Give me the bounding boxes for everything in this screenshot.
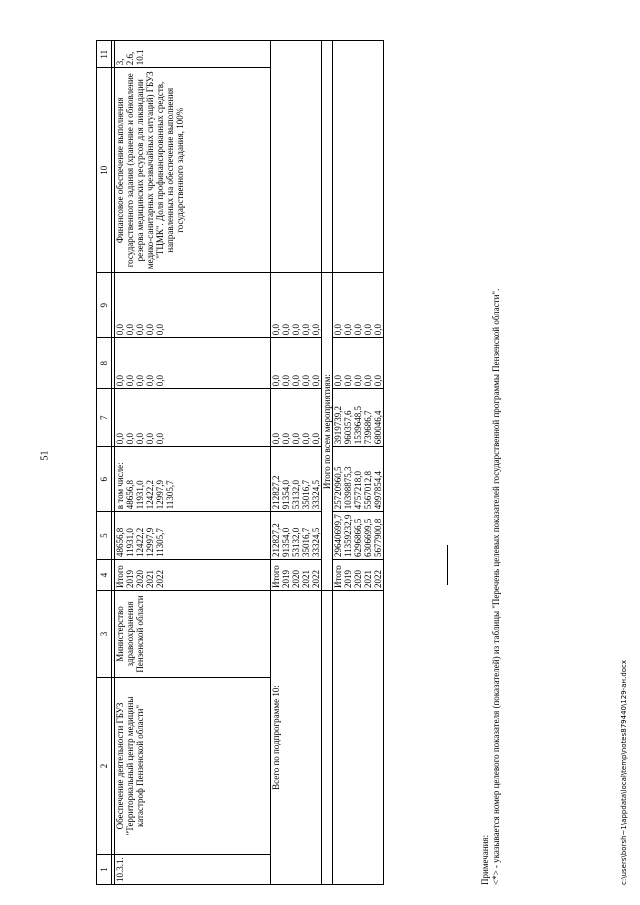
year-cell: 2020	[353, 570, 363, 588]
col-number: 6	[97, 447, 112, 512]
value-cell: 0,0	[135, 375, 145, 387]
value-cell: 212827,2	[271, 523, 281, 557]
value-cell: 6306699,5	[363, 518, 373, 557]
year-cell: 2020	[291, 570, 301, 588]
value-cell: 0,0	[145, 324, 155, 336]
year-cell: 2019	[125, 570, 135, 588]
value-cell: 0,0	[353, 324, 363, 336]
grand-total-label: Итого по всем мероприятиям:	[322, 273, 333, 591]
value-cell: 0,0	[301, 375, 311, 387]
incl-label: в том числе:	[115, 462, 125, 510]
value-cell: 960357,6	[343, 410, 353, 445]
notes-title: Примечания:	[480, 834, 490, 885]
value-cell: 0,0	[271, 324, 281, 336]
value-cell: 0,0	[271, 433, 281, 445]
local-budget-column	[271, 338, 322, 389]
value-cell: 212827,2	[271, 475, 281, 510]
total-funding-column	[115, 512, 271, 560]
years-column	[271, 560, 322, 591]
value-cell: 680046,4	[373, 410, 383, 445]
grand-total-header-row	[322, 41, 333, 885]
col-number: 2	[97, 678, 112, 855]
other-sources-column	[115, 273, 271, 338]
row-number: 10.3.1.	[115, 855, 271, 885]
value-cell: 0,0	[333, 324, 343, 336]
value-cell: 3919739,2	[333, 406, 343, 445]
empty-cell	[271, 41, 322, 273]
value-cell: 0,0	[125, 324, 135, 336]
year-cell: 2021	[145, 570, 155, 588]
value-cell: 0,0	[135, 324, 145, 336]
empty-cell	[322, 591, 333, 885]
empty-cell	[322, 41, 333, 273]
value-cell: 0,0	[291, 375, 301, 387]
regional-budget-column	[271, 447, 322, 512]
value-cell: 0,0	[311, 324, 321, 336]
year-cell: 2021	[363, 570, 373, 588]
footnote-divider	[447, 545, 448, 585]
col-number: 5	[97, 512, 112, 560]
col-number: 4	[97, 560, 112, 591]
years-column	[333, 560, 384, 591]
value-cell: 53132,0	[291, 527, 301, 557]
col-number: 9	[97, 273, 112, 338]
value-cell: 12422,2	[135, 527, 145, 557]
value-cell: 0,0	[115, 375, 125, 387]
value-cell: 0,0	[311, 375, 321, 387]
other-sources-column	[333, 273, 384, 338]
value-cell: 25720960,5	[333, 466, 343, 510]
year-cell: 2022	[311, 570, 321, 588]
value-cell: 91354,0	[281, 527, 291, 557]
value-cell: 12422,2	[145, 480, 155, 510]
federal-budget-column	[115, 389, 271, 447]
value-cell: 11931,0	[135, 480, 145, 510]
col-number: 8	[97, 338, 112, 389]
grand-total-row	[333, 41, 384, 885]
expected-result: Финансовое обеспечение выполнения государственного задания (хранение и обновление резерва медицинских ресурсов для ликвидации медико-санитарных чрезвычайных ситуаций) ГБУЗ "ТЦМК". Доля профинансированных средств, направленных на обеспечение выполнения государственного задания, 100%	[115, 68, 271, 273]
value-cell: 0,0	[281, 433, 291, 445]
value-cell: 0,0	[145, 375, 155, 387]
value-cell: 0,0	[363, 324, 373, 336]
col-number: 7	[97, 389, 112, 447]
empty-cell	[333, 41, 384, 273]
year-cell: 2022	[373, 570, 383, 588]
rotated-page	[0, 35, 640, 895]
year-cell: 2019	[343, 570, 353, 588]
value-cell: 0,0	[343, 375, 353, 387]
value-cell: 33324,5	[311, 527, 321, 557]
local-budget-column	[333, 338, 384, 389]
file-path: c:\users\borsh~1\appdata\local\temp\notes879440\129-ан.docx	[620, 659, 628, 885]
federal-budget-column	[333, 389, 384, 447]
value-cell: 48656,8	[115, 527, 125, 557]
years-column	[115, 560, 271, 591]
value-cell: 0,0	[125, 433, 135, 445]
local-budget-column	[115, 338, 271, 389]
value-cell: 0,0	[155, 433, 165, 445]
total-funding-column	[271, 512, 322, 560]
value-cell: 53132,0	[291, 480, 301, 510]
value-cell: 0,0	[115, 433, 125, 445]
value-cell: 12997,9	[145, 527, 155, 557]
value-cell: 12997,9	[155, 480, 165, 510]
value-cell: 91354,0	[281, 480, 291, 510]
federal-budget-column	[271, 389, 322, 447]
value-cell: 0,0	[115, 324, 125, 336]
value-cell: 0,0	[353, 375, 363, 387]
activity-name: Обеспечение деятельности ГБУЗ "Территориальный центр медицины катастроф Пензенской области"	[115, 678, 271, 855]
page-number: 51	[39, 450, 51, 461]
value-cell: 0,0	[155, 324, 165, 336]
column-number-row	[97, 41, 112, 885]
table-row-10-3-1	[115, 41, 271, 885]
value-cell: 35016,7	[301, 480, 311, 510]
value-cell: 0,0	[125, 375, 135, 387]
value-cell: 35016,7	[301, 527, 311, 557]
total-funding-column	[333, 512, 384, 560]
value-cell: 48656,8	[125, 480, 135, 510]
subprogram-total-row	[271, 41, 322, 885]
value-cell: 0,0	[311, 433, 321, 445]
col-number: 3	[97, 591, 112, 678]
value-cell: 0,0	[363, 375, 373, 387]
value-cell: 4997854,4	[373, 471, 383, 510]
value-cell: 739686,7	[363, 410, 373, 445]
year-cell: 2021	[301, 570, 311, 588]
notes-line: <*> - указывается номер целевого показателя (показателей) из таблицы "Перечень целевых показателей государственной программы Пензенской области".	[491, 288, 501, 885]
notes-block	[480, 185, 502, 885]
value-cell: 0,0	[281, 375, 291, 387]
program-table	[96, 40, 384, 885]
col-number: 10	[97, 68, 112, 273]
value-cell: 11305,7	[155, 528, 165, 557]
col-number: 1	[97, 855, 112, 885]
value-cell: 0,0	[271, 375, 281, 387]
value-cell: 0,0	[291, 433, 301, 445]
year-cell: Итого	[333, 565, 343, 588]
year-cell: 2022	[155, 570, 165, 588]
value-cell: 0,0	[343, 324, 353, 336]
value-cell: 10398875,3	[343, 466, 353, 510]
regional-budget-column	[333, 447, 384, 512]
value-cell: 0,0	[373, 324, 383, 336]
indicator-number: 3, 2.6, 10.1	[115, 41, 271, 68]
value-cell: 0,0	[301, 433, 311, 445]
subprogram-total-label: Всего по подпрограмме 10:	[271, 591, 322, 885]
value-cell: 11359232,9	[343, 514, 353, 557]
value-cell: 5677900,8	[373, 518, 383, 557]
year-cell: Итого	[271, 565, 281, 588]
year-cell: 2019	[281, 570, 291, 588]
value-cell: 29640699,7	[333, 514, 343, 557]
value-cell: 5567012,8	[363, 471, 373, 510]
other-sources-column	[271, 273, 322, 338]
value-cell: 0,0	[145, 433, 155, 445]
value-cell: 0,0	[333, 375, 343, 387]
value-cell: 1539648,5	[353, 406, 363, 445]
value-cell: 0,0	[301, 324, 311, 336]
value-cell: 4757218,0	[353, 471, 363, 510]
value-cell: 11305,7	[165, 480, 175, 510]
value-cell: 0,0	[373, 375, 383, 387]
empty-cell	[333, 591, 384, 885]
year-cell: Итого	[115, 565, 125, 588]
value-cell: 33324,5	[311, 480, 321, 510]
value-cell: 0,0	[135, 433, 145, 445]
value-cell: 0,0	[281, 324, 291, 336]
value-cell: 11931,0	[125, 528, 135, 557]
value-cell: 0,0	[155, 375, 165, 387]
col-number: 11	[97, 41, 112, 68]
executor-name: Министерство здравоохранения Пензенской области	[115, 591, 271, 678]
regional-budget-column	[115, 447, 271, 512]
value-cell: 0,0	[291, 324, 301, 336]
value-cell: 6296866,5	[353, 518, 363, 557]
year-cell: 2020	[135, 570, 145, 588]
